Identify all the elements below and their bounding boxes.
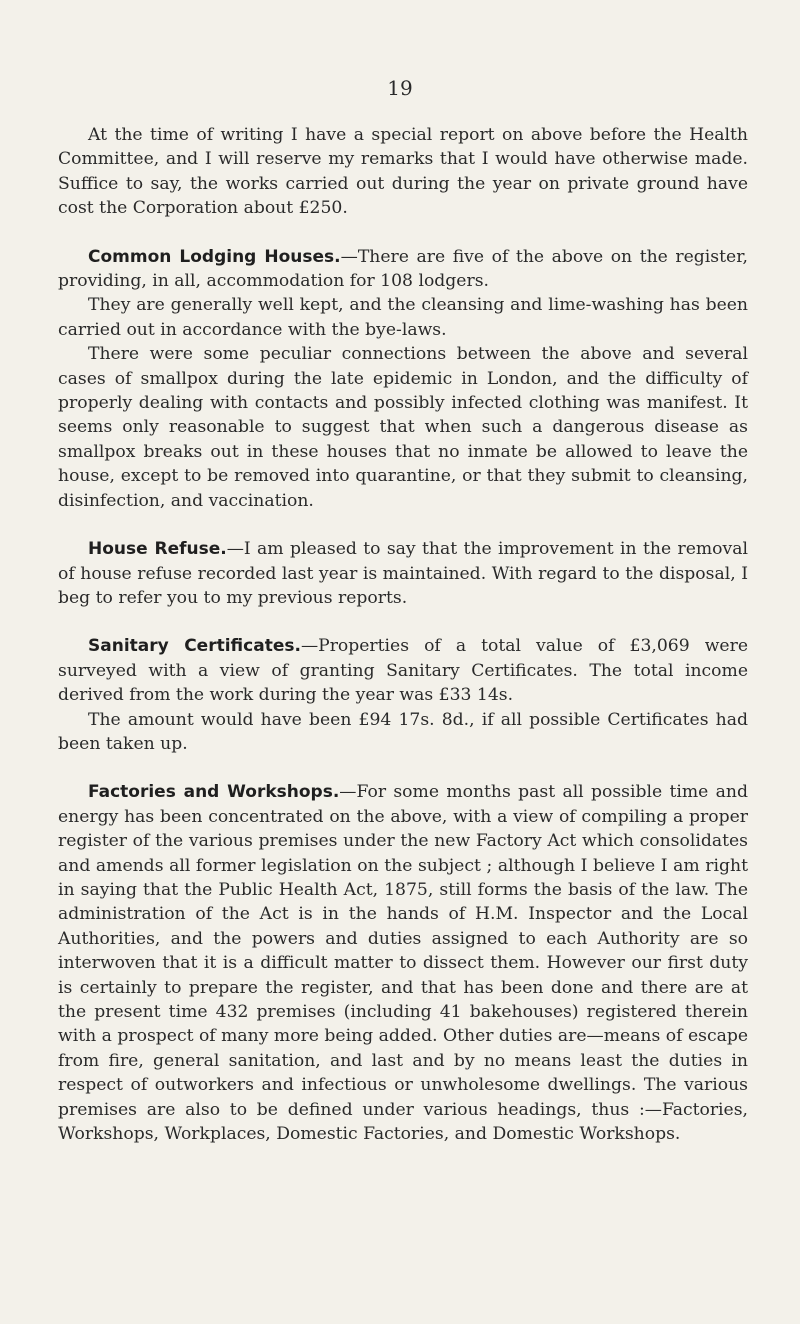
section-text: —For some months past all possible time and energy has been concentrated on the above, with a view of compiling a proper register of the various premises under the new Factory Act which consolidates and amends all former legislation on the subject ; although I believe I am right in saying that the Public Health Act, 1875, still forms the basis of the law. The administration of the Act is in the hands of H.M. Inspector and the Local Authorities, and the powers and duties assigned to each Authority are so interwoven that it is a difficult matter to dissect them. However our first duty is certainly to prepare the register, and that has been done and there are at the present time 432 premises (including 41 bakehouses) registered therein with a prospect of many more being added. Other duties are—means of escape from fire, general sanitation, and last and by no means least the duties in respect of outworkers and infectious or unwholesome dwellings. The various premises are also to be defined under various headings, thus :—Factories, Workshops, Workplaces, Domestic Factories, and Domestic Workshops.: [58, 782, 748, 1145]
paragraph-house-refuse: [58, 537, 748, 610]
body-text: [58, 123, 748, 1146]
section-text: —Properties of a total value of £3,069 were surveyed with a view of granting Sanitary Certificates. The total income derived from the work during the year was £33 14s.: [58, 636, 748, 706]
paragraph-lodging-houses-upkeep: They are generally well kept, and the cleansing and lime-washing has been carried out in accordance with the bye-laws.: [58, 295, 748, 340]
section-heading-factories-workshops: Factories and Workshops.: [88, 782, 340, 803]
section-text: —I am pleased to say that the improvement in the removal of house refuse recorded last year is maintained. With regard to the disposal, I beg to refer you to my previous reports.: [58, 539, 748, 608]
section-heading-house-refuse: House Refuse.: [88, 539, 227, 560]
page-number: 19: [387, 76, 413, 100]
paragraph-common-lodging-houses: [58, 245, 748, 294]
section-heading-sanitary-certificates: Sanitary Certificates.: [88, 636, 301, 657]
section-heading-common-lodging-houses: Common Lodging Houses.: [88, 246, 341, 267]
paragraph-factories-workshops: [58, 780, 748, 1146]
paragraph-certificates-amount: The amount would have been £94 17s. 8d., if all possible Certificates had been taken up.: [58, 709, 748, 754]
intro-paragraph: At the time of writing I have a special report on above before the Health Committee, and I will reserve my remarks that I would have otherwise made. Suffice to say, the works carried out during the year on private ground have cost the Corporation about £250.: [58, 125, 748, 219]
paragraph-sanitary-certificates: [58, 634, 748, 707]
paragraph-lodging-houses-smallpox: There were some peculiar connections between the above and several cases of smallpox during the late epidemic in London, and the difficulty of properly dealing with contacts and possibly infected clothing was manifest. It seems only reasonable to suggest that when such a dangerous disease as smallpox breaks out in these houses that no inmate be allowed to leave the house, except to be removed into quarantine, or that they submit to cleansing, disinfection, and vaccination.: [58, 344, 748, 511]
section-text: —There are five of the above on the register, providing, in all, accommodation for 108 lodgers.: [58, 246, 748, 292]
